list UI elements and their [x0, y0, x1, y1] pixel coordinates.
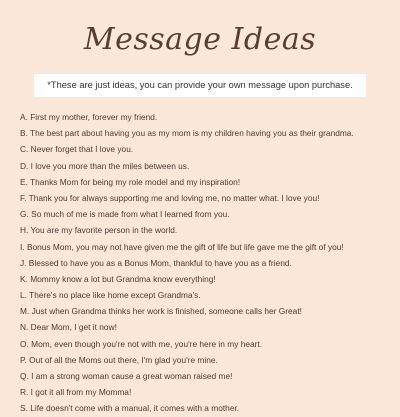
list-item: O. Mom, even though you're not with me, you're here in my heart. [20, 338, 263, 349]
disclaimer-note: *These are just ideas, you can provide your own message upon purchase. [34, 74, 366, 97]
list-item: K. Mommy know a lot but Grandma know everything! [20, 273, 216, 284]
list-item: H. You are my favorite person in the world. [20, 225, 178, 236]
message-list [20, 109, 392, 417]
list-item: M. Just when Grandma thinks her work is finished, someone calls her Great! [20, 306, 302, 317]
page-title: Message Ideas [83, 22, 317, 57]
list-item: Q. I am a strong woman cause a great woman raised me! [20, 371, 233, 381]
list-item: F. Thank you for always supporting me and loving me, no matter what. I love you! [20, 192, 320, 203]
list-item: G. So much of me is made from what I learned from you. [20, 209, 230, 220]
list-item: A. First my mother, forever my friend. [20, 112, 158, 122]
list-item: S. Life doesn't come with a manual, it comes with a mother. [20, 403, 240, 414]
list-item: P. Out of all the Moms out there, I'm glad you're mine. [20, 354, 218, 365]
list-item: R. I got it all from my Momma! [20, 387, 132, 398]
list-item: B. The best part about having you as my mom is my children having you as their grandma. [20, 128, 354, 139]
list-item: L. There's no place like home except Grandma's. [20, 290, 201, 301]
list-item: J. Blessed to have you as a Bonus Mom, thankful to have you as a friend. [20, 257, 292, 268]
list-item: C. Never forget that I love you. [20, 144, 134, 155]
list-item: N. Dear Mom, I get it now! [20, 322, 117, 333]
list-item: I. Bonus Mom, you may not have given me the gift of life but life gave me the gift of you! [20, 241, 344, 252]
list-item: E. Thanks Mom for being my role model and my inspiration! [20, 176, 241, 187]
list-item: D. I love you more than the miles between us. [20, 160, 190, 171]
